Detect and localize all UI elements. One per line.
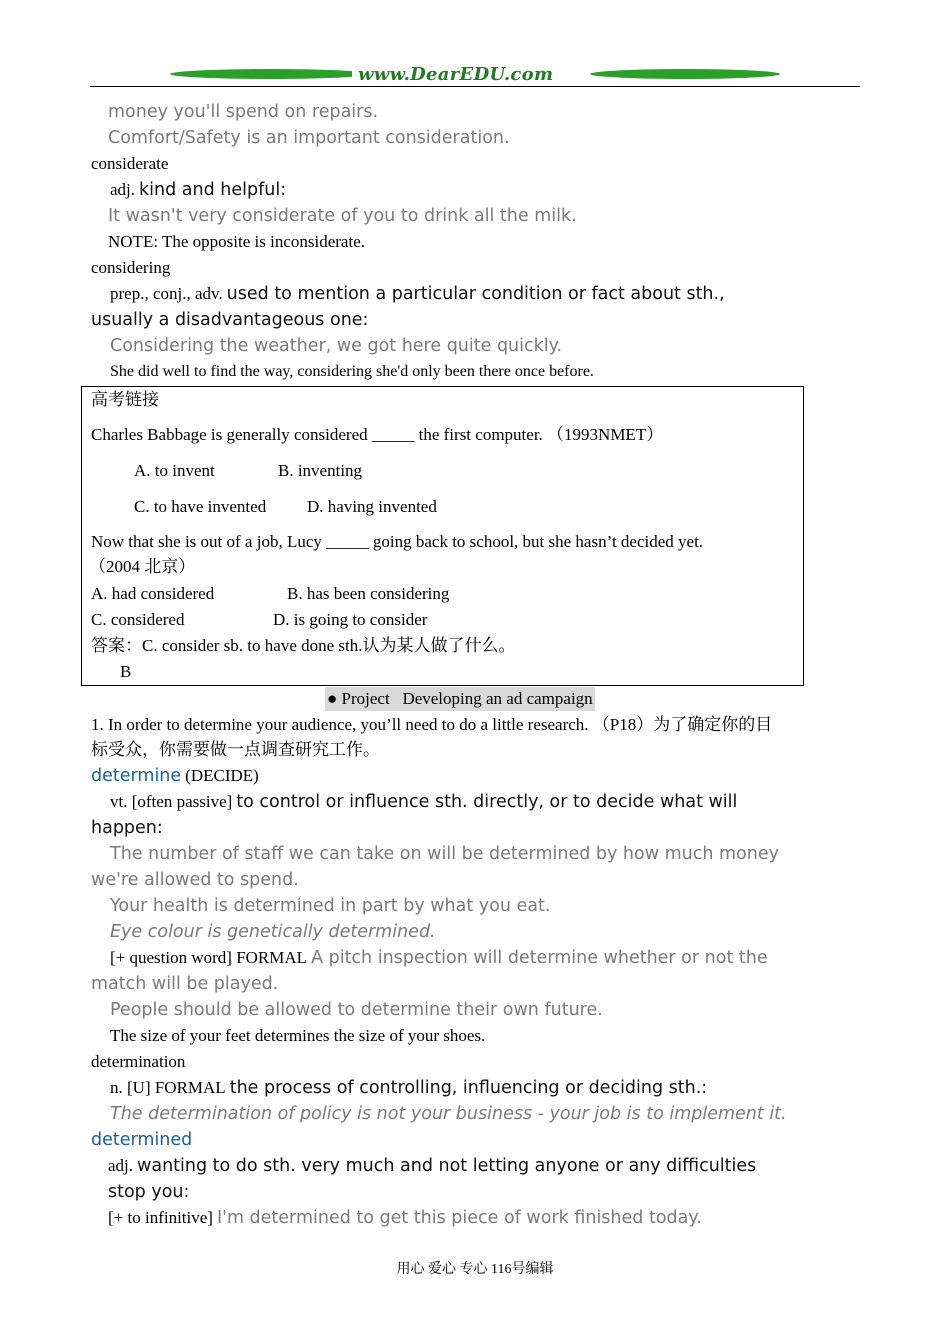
green-swoosh-right (590, 69, 780, 79)
definition-line (108, 1205, 702, 1232)
definition-line (110, 789, 737, 816)
headword: determination (91, 1052, 186, 1071)
bullet-icon: ● (327, 689, 338, 708)
translation: 标受众，你需要做一点调查研究工作。 (91, 740, 380, 759)
definition-text: kind and helpful: (139, 180, 287, 200)
example-text: match will be played. (91, 974, 279, 994)
example-text: Comfort/Safety is an important consideration. (108, 128, 510, 148)
definition-line (110, 281, 725, 308)
answer-text-2: B (120, 662, 132, 681)
sentence: 1. In order to determine your audience, you’ll need to do a little research. （P18）为了确定你的目 (91, 715, 773, 734)
site-logo: www.DearEDU.com (352, 64, 559, 85)
example-text: She did well to find the way, considering she'd only been there once before. (110, 363, 594, 380)
example-text: The determination of policy is not your business - your job is to implement it. (110, 1104, 787, 1124)
question-1: Charles Babbage is generally considered _____ the first computer. （1993NMET） (91, 425, 664, 444)
definition-line (110, 1075, 707, 1102)
header-rule (90, 86, 860, 88)
definition-text: stop you: (108, 1182, 190, 1202)
question-2-source: （2004 北京） (89, 557, 196, 576)
pos-label: adj. (108, 1156, 134, 1175)
option-a: A. had considered (91, 584, 215, 603)
example-text: People should be allowed to determine their own future. (110, 1000, 603, 1020)
definition-text: used to mention a particular condition or fact about sth., (226, 284, 725, 304)
pos-label: adj. (110, 180, 136, 199)
box-title: 高考链接 (91, 390, 159, 409)
headword: considerate (91, 154, 169, 173)
example-text: Eye colour is genetically determined. (110, 922, 436, 942)
green-swoosh-left (170, 69, 370, 79)
pos-label: prep., conj., adv. (110, 284, 223, 303)
option-b: B. inventing (278, 461, 363, 480)
example-text: The number of staff we can take on will be determined by how much money (110, 844, 779, 864)
option-c: C. considered (91, 610, 185, 629)
option-d: D. is going to consider (273, 610, 428, 629)
page-footer: 用心 爱心 专心 116号编辑 (396, 1262, 554, 1277)
headword: determine (91, 766, 182, 786)
definition-text: usually a disadvantageous one: (91, 310, 369, 330)
definition-text: to control or influence sth. directly, or to decide what will (236, 792, 738, 812)
example-text: The size of your feet determines the size of your shoes. (110, 1026, 486, 1045)
definition-text: wanting to do sth. very much and not letting anyone or any difficulties (137, 1156, 757, 1176)
pos-label: vt. [often passive] (110, 792, 233, 811)
headword-line (91, 763, 259, 790)
project-label: Project (341, 689, 390, 708)
option-b: B. has been considering (287, 584, 450, 603)
note-text: NOTE: The opposite is inconsiderate. (108, 232, 365, 251)
example-text: I'm determined to get this piece of work finished today. (216, 1208, 702, 1228)
definition-line (110, 177, 286, 204)
question-2: Now that she is out of a job, Lucy _____ going back to school, but she hasn’t decided yet. (91, 532, 704, 551)
definition-line (110, 945, 768, 972)
option-a: A. to invent (134, 461, 215, 480)
example-text: A pitch inspection will determine whether or not the (311, 948, 768, 968)
headword: determined (91, 1130, 193, 1150)
definition-line (108, 1153, 756, 1180)
project-heading (325, 687, 595, 711)
headword: considering (91, 258, 171, 277)
example-text: It wasn't very considerate of you to drink all the milk. (108, 206, 577, 226)
option-c: C. to have invented (134, 497, 267, 516)
example-text: money you'll spend on repairs. (108, 102, 379, 122)
pos-label: n. [U] FORMAL (110, 1078, 226, 1097)
page-header (90, 60, 860, 90)
definition-text: happen: (91, 818, 163, 838)
option-d: D. having invented (307, 497, 437, 516)
example-text: we're allowed to spend. (91, 870, 299, 890)
grammar-label: [+ to infinitive] (108, 1208, 213, 1227)
sense-label: (DECIDE) (185, 766, 259, 785)
answer-text: 答案：C. consider sb. to have done sth.认为某人做了什么。 (91, 636, 516, 655)
project-title: Developing an ad campaign (402, 689, 593, 708)
definition-text: the process of controlling, influencing or deciding sth.: (229, 1078, 708, 1098)
example-text: Your health is determined in part by what you eat. (110, 896, 551, 916)
grammar-label: [+ question word] FORMAL (110, 948, 308, 967)
example-text: Considering the weather, we got here quite quickly. (110, 336, 563, 356)
